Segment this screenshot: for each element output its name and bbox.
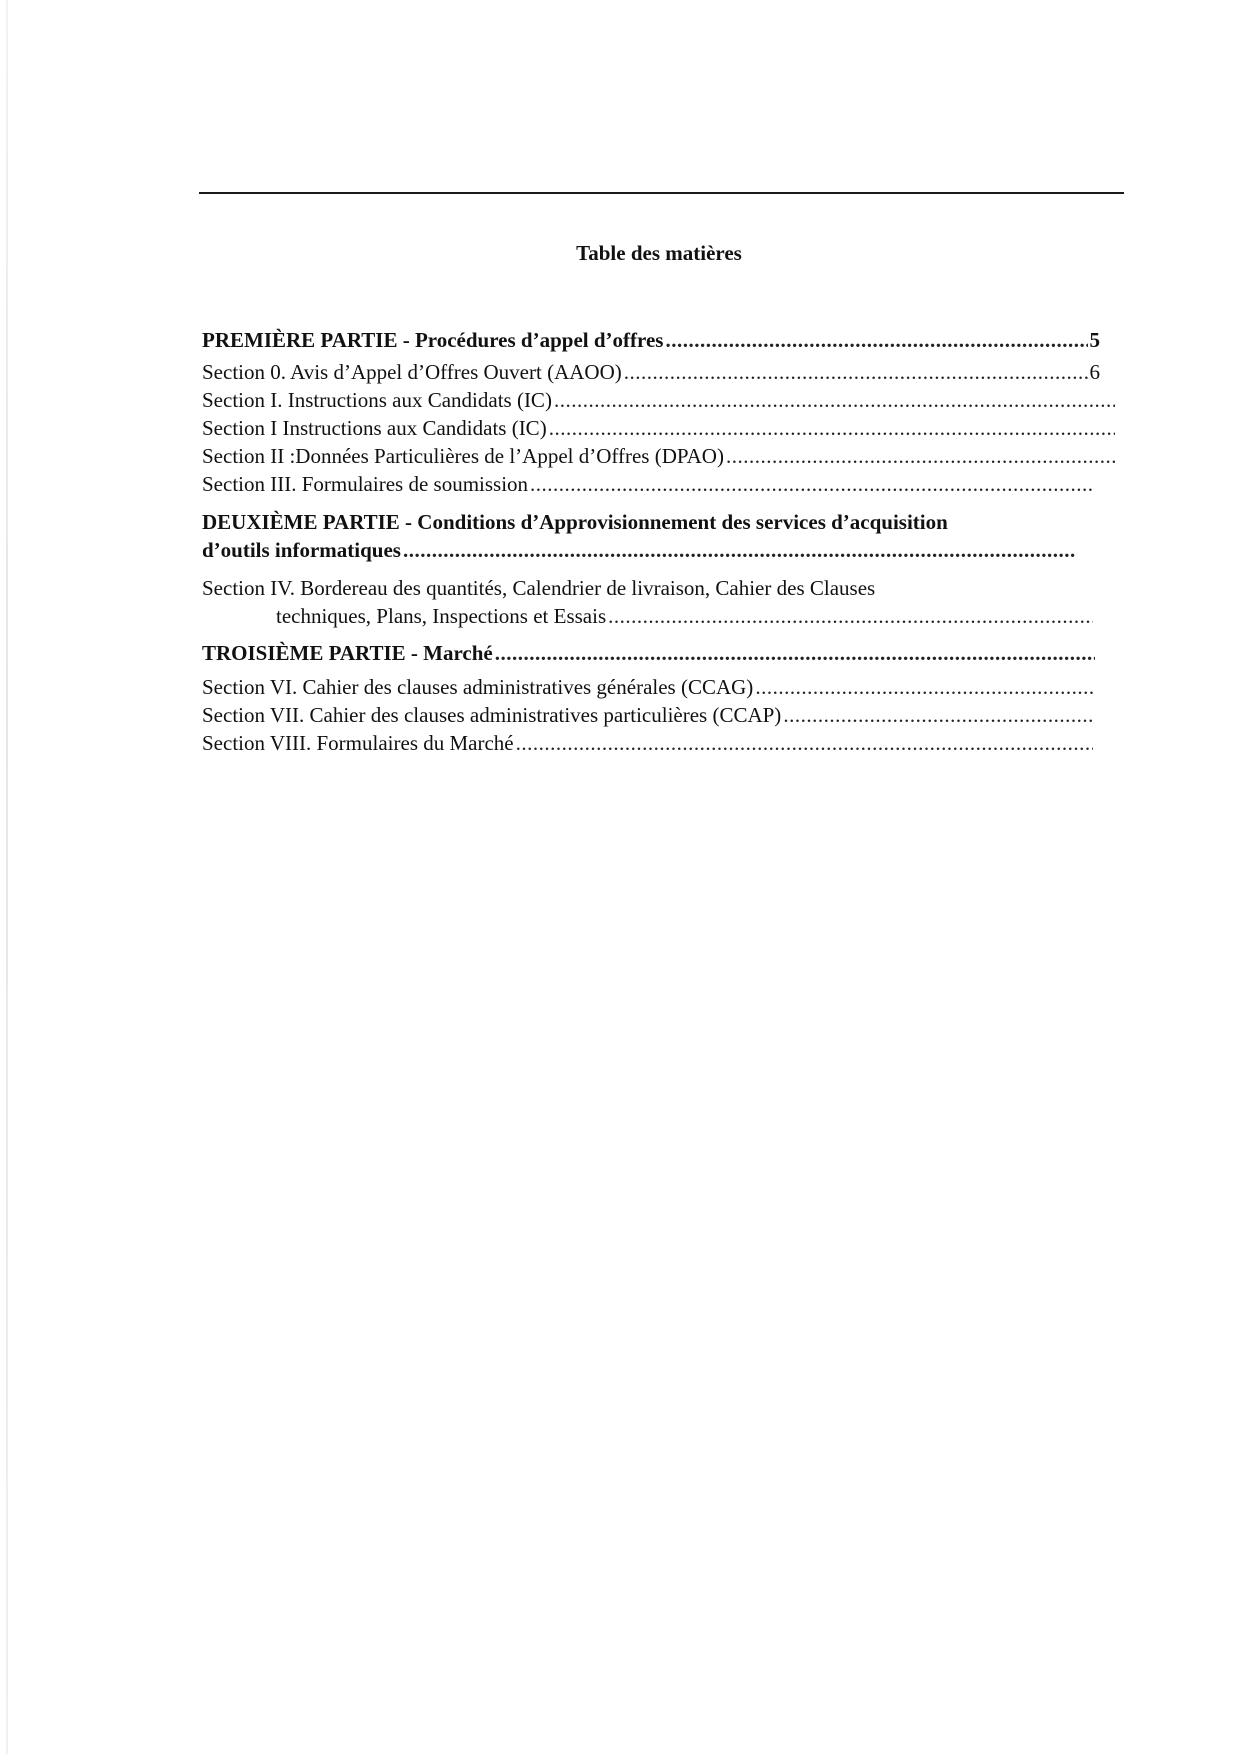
- toc-entry-section-iv[interactable]: [202, 574, 1095, 630]
- toc-entry-part-2[interactable]: [202, 508, 1077, 564]
- toc-entry-part-3[interactable]: [202, 639, 1097, 667]
- toc-entry-section-viii[interactable]: [202, 729, 1095, 757]
- toc-entry-label-line-2: d’outils informatiques: [202, 538, 401, 562]
- toc-entry-section-vi[interactable]: [202, 673, 1095, 701]
- toc-entry-label: Section VII. Cahier des clauses administratives particulières (CCAP): [202, 703, 782, 727]
- toc-entry-section-i[interactable]: [202, 386, 1117, 414]
- toc-page-number: 5: [1089, 328, 1100, 352]
- toc-entry-label: Section VIII. Formulaires du Marché: [202, 731, 514, 755]
- toc-entry-label: Section II :Données Particulières de l’Appel d’Offres (DPAO): [202, 444, 724, 468]
- dot-leader: [530, 470, 1095, 498]
- toc-entry-label-line-1: Section IV. Bordereau des quantités, Calendrier de livraison, Cahier des Clauses: [202, 576, 876, 600]
- toc-entry-part-1[interactable]: [202, 326, 1100, 354]
- dot-leader: [608, 602, 1093, 630]
- toc-entry-label: Section I. Instructions aux Candidats (IC): [202, 388, 552, 412]
- header-rule: [199, 192, 1124, 194]
- toc-page-number: 6: [1089, 360, 1100, 384]
- toc-entry-section-iii[interactable]: [202, 470, 1097, 498]
- toc-entry-section-0[interactable]: [202, 358, 1100, 386]
- dot-leader: [516, 729, 1093, 757]
- toc-entry-label: Section VI. Cahier des clauses administratives générales (CCAG): [202, 675, 754, 699]
- dot-leader: [755, 673, 1093, 701]
- toc-entry-label: Section 0. Avis d’Appel d’Offres Ouvert (AAOO): [202, 360, 622, 384]
- toc-entry-label-line-1: DEUXIÈME PARTIE - Conditions d’Approvisionnement des services d’acquisition: [202, 510, 948, 534]
- toc-title: Table des matières: [576, 241, 742, 265]
- dot-leader: [549, 414, 1115, 442]
- toc-entry-label: Section III. Formulaires de soumission: [202, 472, 529, 496]
- toc-entry-label: Section I Instructions aux Candidats (IC): [202, 416, 547, 440]
- dot-leader: [554, 386, 1115, 414]
- table-of-contents: [202, 326, 1122, 757]
- toc-entry-label-line-2: techniques, Plans, Inspections et Essais: [276, 604, 607, 628]
- toc-entry-section-i-duplicate[interactable]: [202, 414, 1117, 442]
- dot-leader: [783, 701, 1093, 729]
- dot-leader: [726, 442, 1115, 470]
- toc-entry-label: TROISIÈME PARTIE - Marché: [202, 641, 493, 665]
- dot-leader: [495, 639, 1095, 667]
- dot-leader: [403, 536, 1075, 564]
- dot-leader: [624, 358, 1088, 386]
- dot-leader: [665, 326, 1087, 354]
- toc-entry-section-ii[interactable]: [202, 442, 1117, 470]
- toc-entry-label: PREMIÈRE PARTIE - Procédures d’appel d’offres: [202, 328, 664, 352]
- toc-entry-section-vii[interactable]: [202, 701, 1095, 729]
